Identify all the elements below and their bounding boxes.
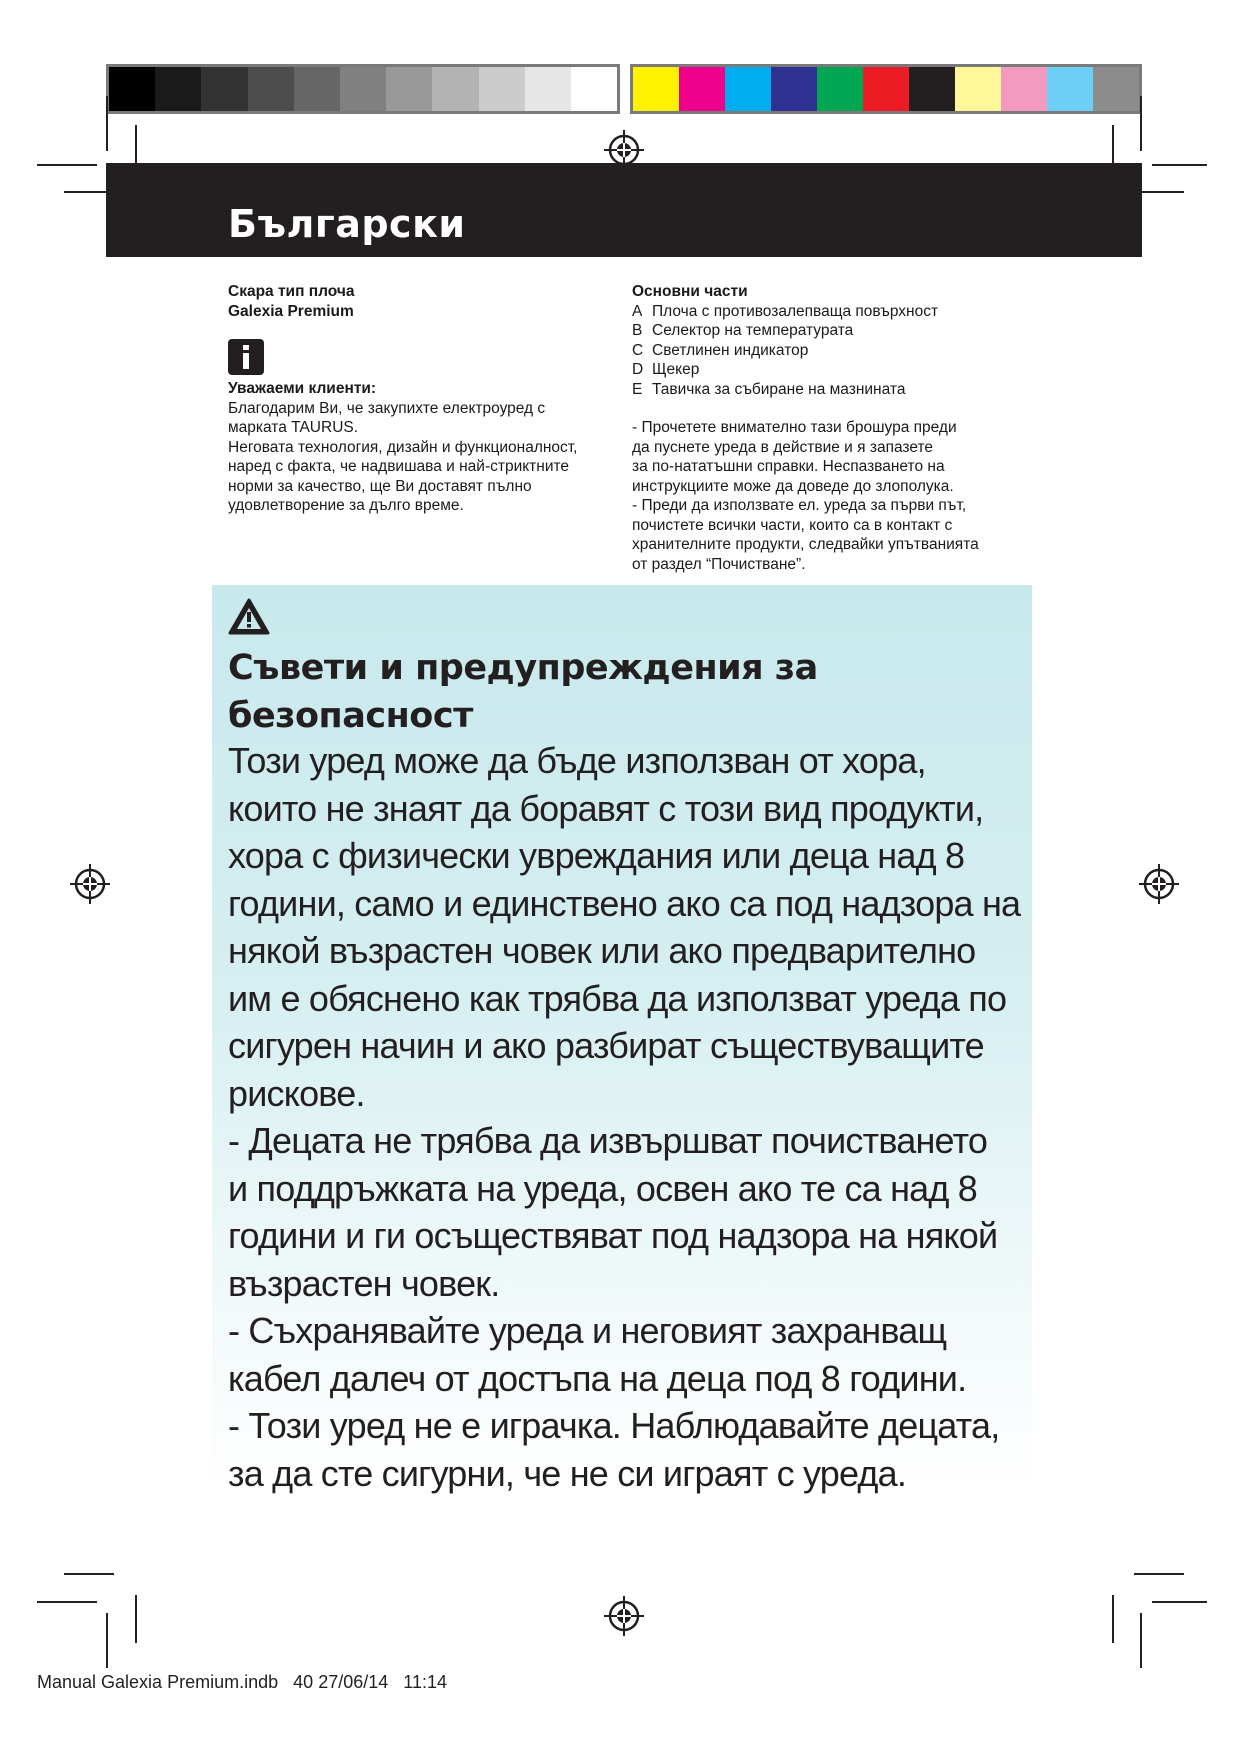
crop-mark xyxy=(1140,1613,1142,1668)
safety-title xyxy=(228,644,1028,740)
crop-mark xyxy=(1152,1601,1207,1603)
intro-line: Благодарим Ви, че закупихте електроуред с xyxy=(228,399,546,417)
safety-line: - Децата не трябва да извършват почистването xyxy=(228,1120,988,1161)
greeting: Уважаеми клиенти: xyxy=(228,380,377,397)
note-line: почистете всички части, които са в контакт с xyxy=(632,516,953,534)
intro-line: марката TAURUS. xyxy=(228,419,359,436)
color-swatch xyxy=(155,67,201,111)
color-swatch xyxy=(525,67,571,111)
crop-mark xyxy=(37,1601,97,1603)
note-line: - Преди да използвате ел. уреда за първи път, xyxy=(632,497,967,514)
info-icon xyxy=(228,339,264,375)
color-swatch xyxy=(1001,67,1047,111)
part-label: Плоча с противозалепваща повърхност xyxy=(652,302,939,320)
print-slug xyxy=(37,1672,447,1693)
registration-mark-icon xyxy=(1139,864,1179,904)
color-swatch xyxy=(771,67,817,111)
safety-line: рискове. xyxy=(228,1072,365,1114)
crop-mark xyxy=(1152,164,1207,166)
list-item xyxy=(632,341,1032,361)
intro-line: удовлетворение за дълго време. xyxy=(228,497,464,514)
slug-page: 40 xyxy=(293,1672,314,1692)
color-swatch xyxy=(725,67,771,111)
safety-text xyxy=(228,737,1048,1497)
color-swatch xyxy=(817,67,863,111)
parts-list xyxy=(632,302,1032,400)
list-item xyxy=(632,321,1032,341)
note-line: да пуснете уреда в действие и я запазете xyxy=(632,438,934,456)
color-swatch xyxy=(294,67,340,111)
list-item xyxy=(632,302,1032,322)
color-swatch xyxy=(633,67,679,111)
color-calibration-bar xyxy=(630,64,1142,114)
crop-mark xyxy=(1140,96,1142,151)
safety-title-line: Съвети и предупреждения за xyxy=(228,648,818,688)
crop-mark xyxy=(106,1613,108,1668)
slug-date: 27/06/14 xyxy=(318,1672,389,1692)
color-swatch xyxy=(432,67,478,111)
color-swatch xyxy=(109,67,155,111)
crop-mark xyxy=(135,1595,137,1643)
part-letter: B xyxy=(632,322,643,339)
language-title: Български xyxy=(228,202,466,246)
intro-column xyxy=(228,282,628,516)
list-item xyxy=(632,360,1032,380)
color-swatch xyxy=(386,67,432,111)
part-letter: A xyxy=(632,302,643,320)
safety-line: и поддръжката на уреда, освен ако те са над 8 xyxy=(228,1167,978,1209)
part-letter: E xyxy=(632,380,643,398)
safety-line: Този уред може да бъде използван от хора, xyxy=(228,740,926,781)
warning-icon xyxy=(228,598,270,636)
crop-mark xyxy=(1134,1573,1184,1575)
safety-line: години, само и единствено ако са под надзора на xyxy=(228,882,1021,924)
color-swatch xyxy=(201,67,247,111)
product-name: Galexia Premium xyxy=(228,302,354,320)
safety-line: години и ги осъществяват под надзора на някой xyxy=(228,1215,998,1256)
intro-line: Неговата технология, дизайн и функционалност, xyxy=(228,438,578,456)
safety-title-line: безопасност xyxy=(228,696,473,736)
list-item xyxy=(632,380,1032,400)
safety-line: някой възрастен човек или ако предварително xyxy=(228,930,976,971)
color-swatch xyxy=(340,67,386,111)
safety-line: за да сте сигурни, че не си играят с уреда. xyxy=(228,1452,907,1494)
slug-filename: Manual Galexia Premium.indb xyxy=(37,1672,279,1692)
color-swatch xyxy=(955,67,1001,111)
part-label: Тавичка за събиране на мазнината xyxy=(652,380,906,398)
safety-line: които не знаят да боравят с този вид продукти, xyxy=(228,787,984,829)
safety-line: кабел далеч от достъпа на деца под 8 години. xyxy=(228,1357,967,1399)
safety-line: им е обяснено как трябва да използват уреда по xyxy=(228,977,1007,1019)
crop-mark xyxy=(64,1573,114,1575)
color-swatch xyxy=(909,67,955,111)
part-letter: C xyxy=(632,341,644,359)
part-label: Щекер xyxy=(652,361,700,378)
intro-line: норми за качество, ще Ви доставят пълно xyxy=(228,477,532,495)
slug-time: 11:14 xyxy=(403,1672,447,1692)
color-swatch xyxy=(248,67,294,111)
note-line: от раздел “Почистване”. xyxy=(632,555,806,573)
safety-line: - Този уред не е играчка. Наблюдавайте децата, xyxy=(228,1405,1000,1446)
parts-column xyxy=(632,282,1032,574)
crop-mark xyxy=(106,96,108,151)
part-label: Селектор на температурата xyxy=(652,322,854,339)
safety-line: хора с физически увреждания или деца над 8 xyxy=(228,835,965,876)
registration-mark-icon xyxy=(604,1596,644,1636)
note-line: - Прочетете внимателно тази брошура преди xyxy=(632,419,957,436)
color-swatch xyxy=(863,67,909,111)
color-swatch xyxy=(1047,67,1093,111)
intro-line: наред с факта, че надвишава и най-стриктните xyxy=(228,458,570,475)
color-swatch xyxy=(679,67,725,111)
grayscale-calibration-bar xyxy=(106,64,620,114)
color-swatch xyxy=(479,67,525,111)
safety-line: сигурен начин и ако разбират съществуващите xyxy=(228,1025,984,1066)
note-line: за по-нататъшни справки. Неспазването на xyxy=(632,458,945,475)
parts-title: Основни части xyxy=(632,283,748,300)
product-type: Скара тип плоча xyxy=(228,283,355,300)
crop-mark xyxy=(37,164,97,166)
safety-line: - Съхранявайте уреда и неговият захранващ xyxy=(228,1310,947,1351)
safety-line: възрастен човек. xyxy=(228,1262,500,1304)
color-swatch xyxy=(571,67,617,111)
part-label: Светлинен индикатор xyxy=(652,341,809,359)
registration-mark-icon xyxy=(70,864,110,904)
note-line: хранителните продукти, следвайки упътванията xyxy=(632,536,979,553)
part-letter: D xyxy=(632,361,644,378)
crop-mark xyxy=(1112,1595,1114,1643)
note-line: инструкциите може да доведе до злополука. xyxy=(632,477,954,495)
color-swatch xyxy=(1093,67,1139,111)
